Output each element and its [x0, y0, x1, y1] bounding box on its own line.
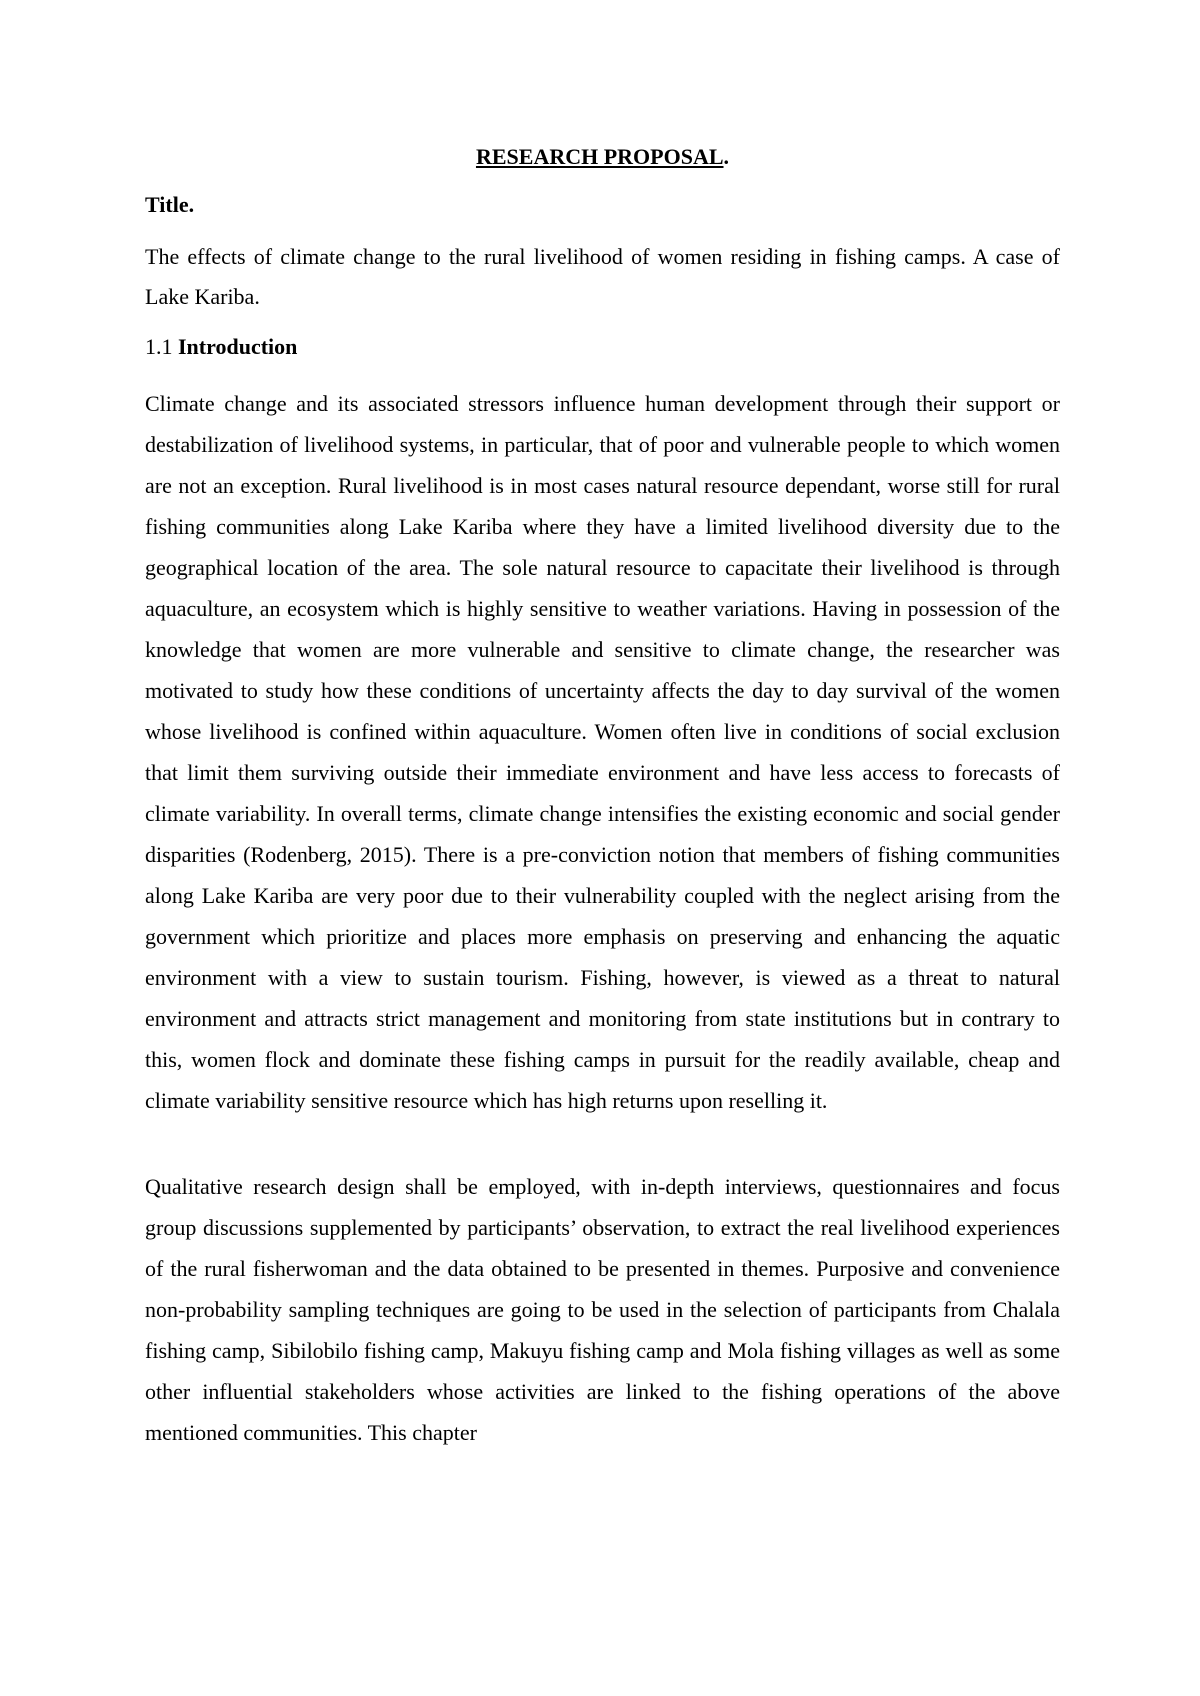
title-label: Title. — [145, 192, 195, 217]
document-heading — [145, 142, 1060, 172]
heading-period: . — [723, 144, 730, 169]
section-heading — [145, 332, 297, 362]
title-text: The effects of climate change to the rural livelihood of women residing in fishing camps. A case of Lake Kariba. — [145, 244, 1060, 309]
section-title: Introduction — [178, 334, 298, 359]
intro-paragraph-2: Qualitative research design shall be employed, with in-depth interviews, questionnaires and focus group discussions supplemented by participants’ observation, to extract the real livelihood experiences of the rural fisherwoman and the data obtained to be presented in themes. Purposive and convenience non-probability sampling techniques are going to be used in the selection of participants from Chalala fishing camp, Sibilobilo fishing camp, Makuyu fishing camp and Mola fishing villages as well as some other influential stakeholders whose activities are linked to the fishing operations of the above mentioned communities. This chapter — [145, 1174, 1060, 1445]
section-number: 1.1 — [145, 334, 173, 359]
intro-paragraph-1: Climate change and its associated stressors influence human development through their support or destabilization of livelihood systems, in particular, that of poor and vulnerable people to which women are not an exception. Rural livelihood is in most cases natural resource dependant, worse still for rural fishing communities along Lake Kariba where they have a limited livelihood diversity due to the geographical location of the area. The sole natural resource to capacitate their livelihood is through aquaculture, an ecosystem which is highly sensitive to weather variations. Having in possession of the knowledge that women are more vulnerable and sensitive to climate change, the researcher was motivated to study how these conditions of uncertainty affects the day to day survival of the women whose livelihood is confined within aquaculture. Women often live in conditions of social exclusion that limit them surviving outside their immediate environment and have less access to forecasts of climate variability. In overall terms, climate change intensifies the existing economic and social gender disparities (Rodenberg, 2015). There is a pre-conviction notion that members of fishing communities along Lake Kariba are very poor due to their vulnerability coupled with the neglect arising from the government which prioritize and places more emphasis on preserving and enhancing the aquatic environment with a view to sustain tourism. Fishing, however, is viewed as a threat to natural environment and attracts strict management and monitoring from state institutions but in contrary to this, women flock and dominate these fishing camps in pursuit for the readily available, cheap and climate variability sensitive resource which has high returns upon reselling it. — [145, 391, 1060, 1113]
heading-text: RESEARCH PROPOSAL — [475, 144, 724, 169]
